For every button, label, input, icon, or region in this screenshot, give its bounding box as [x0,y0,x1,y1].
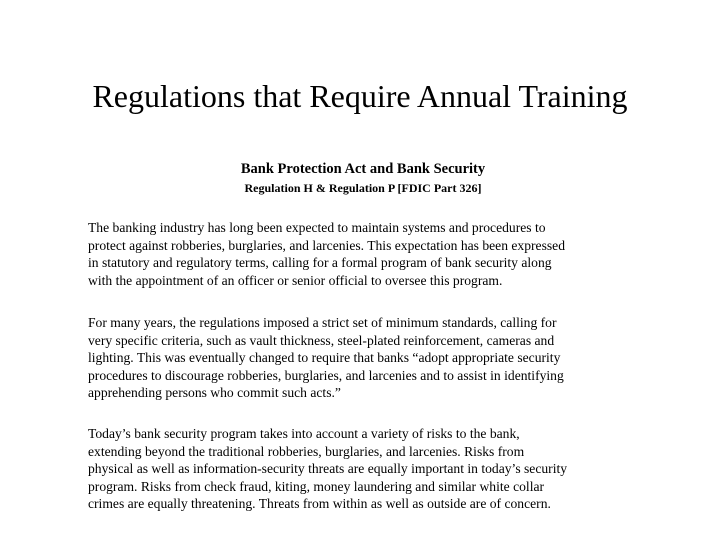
regulation-reference: Regulation H & Regulation P [FDIC Part 326] [244,181,482,195]
paragraph-line: protect against robberies, burglaries, and larcenies. This expectation has been expressed [88,237,565,253]
paragraph-line: Today’s bank security program takes into account a variety of risks to the bank, [88,426,520,441]
paragraph-line: For many years, the regulations imposed a strict set of minimum standards, calling for [88,315,557,330]
paragraph-line: The banking industry has long been expected to maintain systems and procedures to [88,220,546,235]
paragraph-line: with the appointment of an officer or senior official to oversee this program. [88,272,503,288]
slide-title: Regulations that Require Annual Training [92,78,628,114]
paragraph-line: program. Risks from check fraud, kiting, money laundering and similar white collar [88,478,545,494]
paragraph-line: physical as well as information-security threats are equally important in today’s security [88,461,568,477]
paragraph-line: apprehending persons who commit such acts.” [88,385,341,401]
section-heading: Bank Protection Act and Bank Security [240,161,486,177]
paragraph-today [88,425,688,513]
paragraph-line: crimes are equally threatening. Threats from within as well as outside are of concern. [88,496,551,512]
paragraph-standards [88,314,688,402]
paragraph-line: extending beyond the traditional robberies, burglaries, and larcenies. Risks from [88,443,525,459]
paragraph-line: procedures to discourage robberies, burglaries, and larcenies and to assist in identifying [88,367,564,383]
paragraph-line: very specific criteria, such as vault thickness, steel-plated reinforcement, cameras and [88,332,555,348]
paragraph-line: in statutory and regulatory terms, calling for a formal program of bank security along [88,255,552,271]
paragraph-history [88,219,688,289]
paragraph-line: lighting. This was eventually changed to require that banks “adopt appropriate security [88,350,561,366]
